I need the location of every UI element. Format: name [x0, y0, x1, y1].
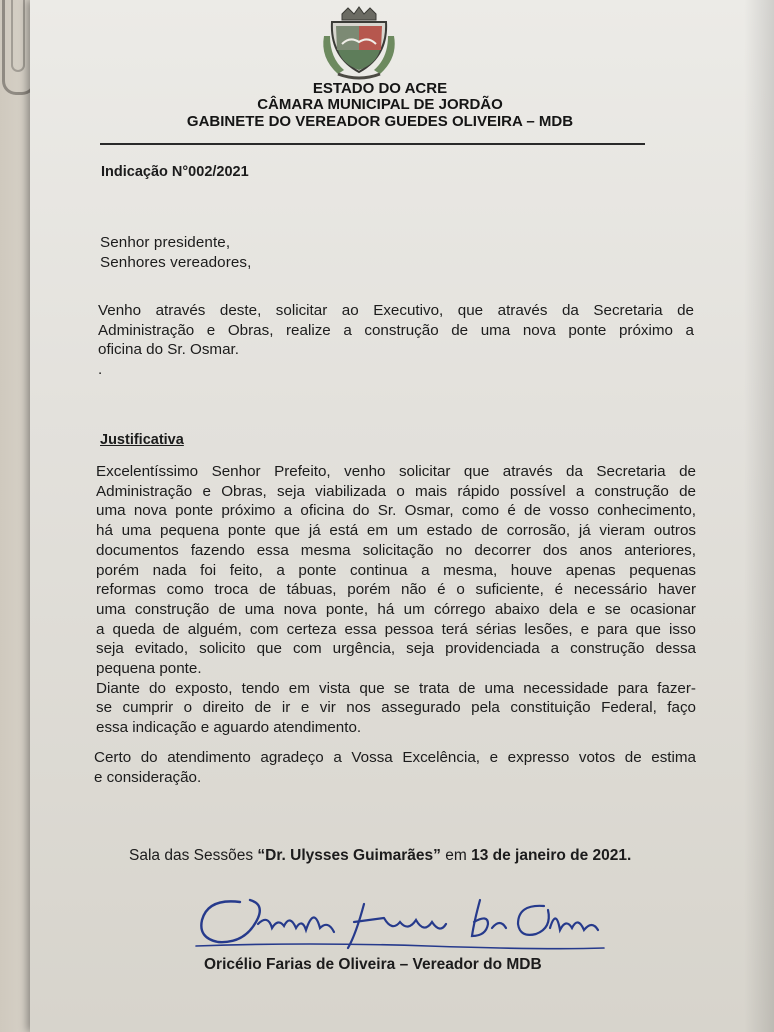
justification-line: seja evitado, solicito que com urgência, seja providenciada a construção dessa: [96, 640, 696, 658]
session-prefix: Sala das Sessões: [129, 847, 258, 864]
justification-paragraph: [96, 462, 696, 738]
request-line: Venho através deste, solicitar ao Executivo, que através da Secretaria de: [98, 302, 694, 319]
header-office: GABINETE DO VEREADOR GUEDES OLIVEIRA – MDB: [186, 113, 574, 130]
indicacao-number: Indicação N°002/2021: [101, 164, 249, 180]
justification-line: Diante do exposto, tendo em vista que se trata de uma necessidade para fazer-: [96, 679, 696, 697]
justification-line: Excelentíssimo Senhor Prefeito, venho solicitar que através da Secretaria de: [96, 463, 696, 480]
municipal-coat-of-arms-icon: [318, 6, 400, 82]
request-line: Administração e Obras, realize a construção de uma nova ponte próximo a: [98, 321, 694, 339]
justification-line: reformas como troca de tábuas, porém não é o suficiente, é necessário haver: [96, 581, 696, 599]
closing-line: e consideração.: [94, 768, 202, 786]
session-middle: em: [440, 847, 472, 864]
justification-title: Justificativa: [100, 432, 184, 448]
closing-line: Certo do atendimento agradeço a Vossa Excelência, e expresso votos de estima: [94, 749, 696, 766]
document-page: [30, 0, 774, 1032]
request-line: oficina do Sr. Osmar.: [98, 341, 239, 359]
session-hall-name: “Dr. Ulysses Guimarães”: [257, 847, 441, 864]
salutation-line: Senhor presidente,: [100, 234, 231, 251]
session-date: 13 de janeiro de 2021.: [471, 847, 632, 864]
handwritten-signature: [188, 888, 608, 958]
closing-paragraph: [94, 748, 696, 787]
header-chamber: CÂMARA MUNICIPAL DE JORDÃO: [257, 96, 503, 113]
justification-line: pequena ponte.: [96, 660, 202, 678]
justification-line: documentos fazendo essa mesma solicitação no decorrer dos anos anteriores,: [96, 541, 696, 559]
justification-line: Administração e Obras, seja viabilizada o mais rápido possível a construção de: [96, 482, 696, 500]
request-paragraph: [98, 301, 694, 380]
signatory-name: Oricélio Farias de Oliveira – Vereador do MDB: [204, 956, 542, 973]
justification-line: há uma pequena ponte que já está em um estado de corrosão, já vieram outros: [96, 522, 696, 540]
salutation-line: Senhores vereadores,: [100, 254, 252, 271]
justification-line: uma construção de uma nova ponte, há um córrego abaixo dela e se ocasionar: [96, 600, 696, 618]
justification-line: essa indicação e aguardo atendimento.: [96, 719, 362, 737]
justification-line: a queda de alguém, com certeza essa pessoa terá sérias lesões, e para que isso: [96, 620, 696, 638]
justification-line: uma nova ponte próximo a oficina do Sr. Osmar, como é de vosso conhecimento,: [96, 502, 696, 520]
header-state: ESTADO DO ACRE: [312, 80, 448, 97]
justification-line: se cumprir o direito de ir e vir nos assegurado pela constituição Federal, faço: [96, 699, 696, 717]
justification-line: porém nada foi feito, a ponte continua a mesma, houve apenas pequenas: [96, 561, 696, 579]
header-divider: [100, 143, 645, 145]
request-line: .: [98, 361, 103, 379]
session-line: [129, 847, 631, 865]
